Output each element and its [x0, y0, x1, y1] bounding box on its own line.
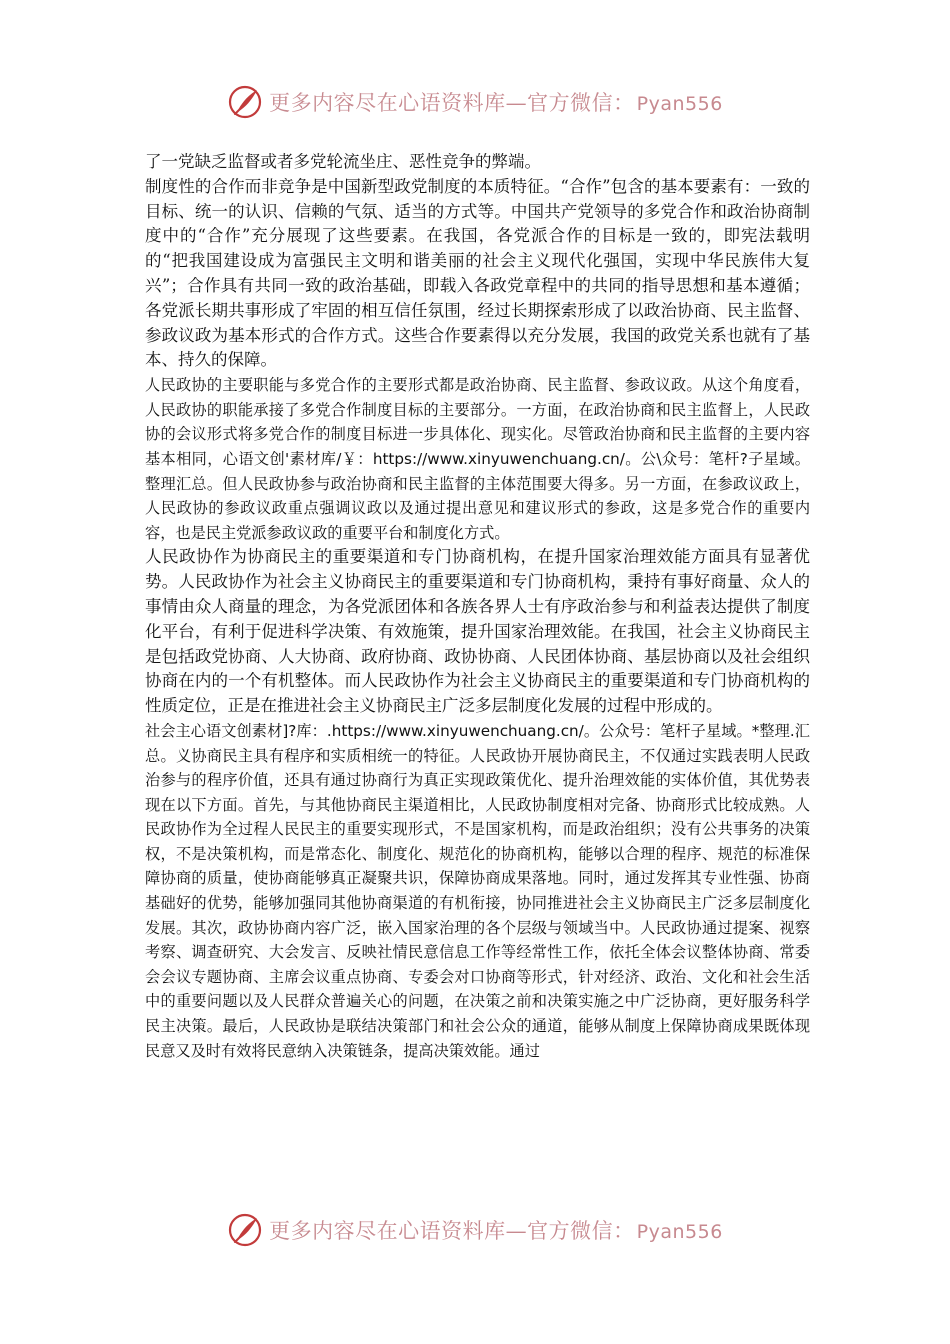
- paragraph-5: 社会主心语文创素材]?库：.https://www.xinyuwenchuang.cn/。公众号：笔杆子星域。*整理.汇总。义协商民主具有程序和实质相统一的特征。人民政协开展协商民主，不仅通过实践表明人民政治参与的程序价值，还具有通过协商行为真正实现政策优化、提升治理效能的实体价值，其优势表现在以下方面。首先，与其他协商民主渠道相比，人民政协制度相对完备、协商形式比较成熟。人民政协作为全过程人民民主的重要实现形式，不是国家机构，而是政治组织；没有公共事务的决策权，不是决策机构，而是常态化、制度化、规范化的协商机构，能够以合理的程序、规范的标准保障协商的质量，使协商能够真正凝聚共识，保障协商成果落地。同时，通过发挥其专业性强、协商基础好的优势，能够加强同其他协商渠道的有机衔接，协同推进社会主义协商民主广泛多层制度化发展。其次，政协协商内容广泛，嵌入国家治理的各个层级与领域当中。人民政协通过提案、视察考察、调查研究、大会发言、反映社情民意信息工作等经常性工作，依托全体会议整体协商、常委会会议专题协商、主席会议重点协商、专委会对口协商等形式，针对经济、政治、文化和社会生活中的重要问题以及人民群众普遍关心的问题，在决策之前和决策实施之中广泛协商，更好服务科学民主决策。最后，人民政协是联结决策部门和社会公众的通道，能够从制度上保障协商成果既体现民意又及时有效将民意纳入决策链条，提高决策效能。通过: [145, 721, 810, 1060]
- header-banner: [0, 82, 950, 122]
- paragraph-2: 制度性的合作而非竞争是中国新型政党制度的本质特征。“合作”包含的基本要素有：一致的目标、统一的认识、信赖的气氛、适当的方式等。中国共产党领导的多党合作和政治协商制度中的“合作”充分展现了这些要素。在我国，各党派合作的目标是一致的，即宪法载明的“把我国建设成为富强民主文明和谐美丽的社会主义现代化强国，实现中华民族伟大复兴”；合作具有共同一致的政治基础，即载入各政党章程中的共同的指导思想和基本遵循；各党派长期共事形成了牢固的相互信任氛围，经过长期探索形成了以政治协商、民主监督、参政议政为基本形式的合作方式。这些合作要素得以充分发展，我国的政党关系也就有了基本、持久的保障。: [145, 176, 810, 370]
- footer-banner-text: 更多内容尽在心语资料库—官方微信： Pyan556: [269, 1219, 723, 1243]
- footer-banner: [0, 1210, 950, 1250]
- paragraph-3: 人民政协的主要职能与多党合作的主要形式都是政治协商、民主监督、参政议政。从这个角度看，人民政协的职能承接了多党合作制度目标的主要部分。一方面，在政治协商和民主监督上，人民政协的会议形式将多党合作的制度目标进一步具体化、现实化。尽管政治协商和民主监督的主要内容基本相同，心语文创'素材库/￥：https://www.xinyuwenchuang.cn/。公\众号：笔杆?子星域。整理汇总。但人民政协参与政治协商和民主监督的主体范围要大得多。另一方面，在参政议政上，人民政协的参政议政重点强调议政以及通过提出意见和建议形式的参政，这是多党合作的重要内容，也是民主党派参政议政的重要平台和制度化方式。: [145, 376, 810, 542]
- document-body: [145, 150, 810, 1063]
- paragraph-4: 人民政协作为协商民主的重要渠道和专门协商机构，在提升国家治理效能方面具有显著优势。人民政协作为社会主义协商民主的重要渠道和专门协商机构，秉持有事好商量、众人的事情由众人商量的理念，为各党派团体和各族各界人士有序政治参与和利益表达提供了制度化平台，有利于促进科学决策、有效施策，提升国家治理效能。在我国，社会主义协商民主是包括政党协商、人大协商、政府协商、政协协商、人民团体协商、基层协商以及社会组织协商在内的一个有机整体。而人民政协作为社会主义协商民主的重要渠道和专门协商机构的性质定位，正是在推进社会主义协商民主广泛多层制度化发展的过程中形成的。: [145, 547, 810, 716]
- footer-wechat-id: Pyan556: [636, 1221, 723, 1243]
- header-banner-text: 更多内容尽在心语资料库—官方微信： Pyan556: [269, 91, 723, 115]
- quill-logo-icon: [227, 84, 263, 120]
- header-wechat-id: Pyan556: [636, 93, 723, 115]
- paragraph-1: 了一党缺乏监督或者多党轮流坐庄、恶性竞争的弊端。: [145, 152, 541, 171]
- quill-logo-icon: [227, 1212, 263, 1248]
